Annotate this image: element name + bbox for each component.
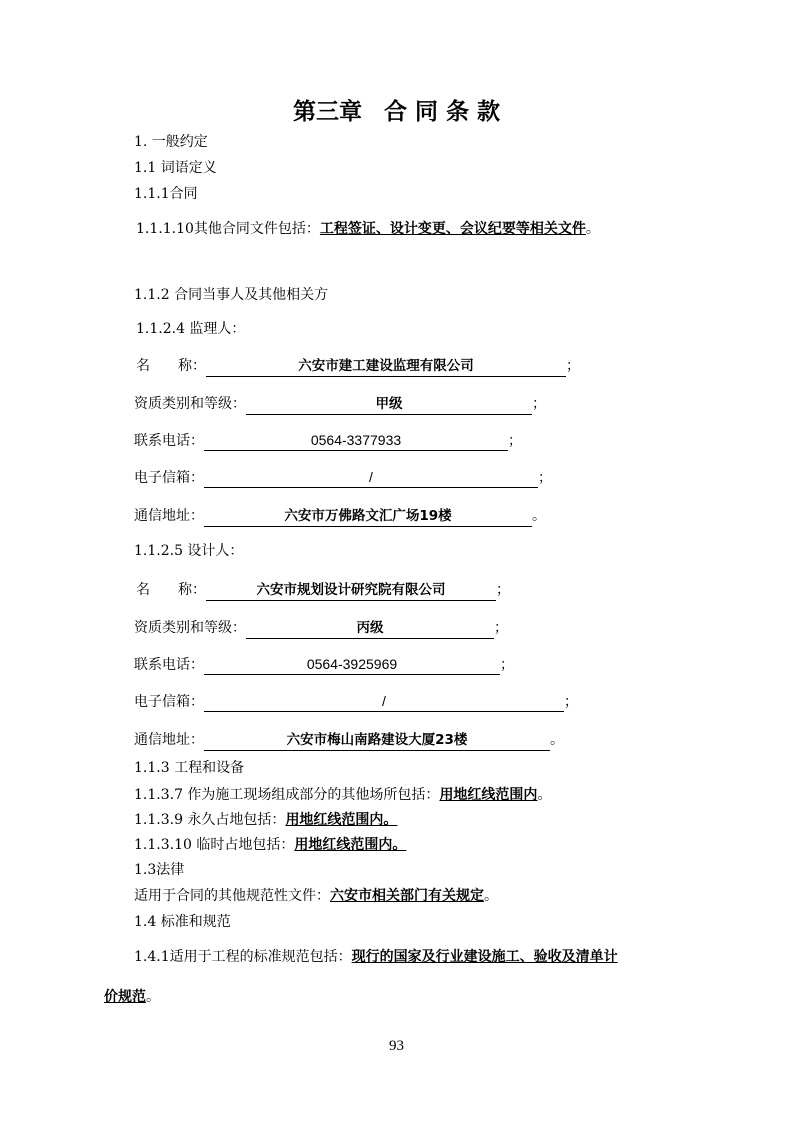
temporary-land-value: 用地红线范围内。 [294,837,407,853]
supervisor-email-row: 电子信箱： / ； [134,469,552,486]
section-contract: 1.1.1合同 [134,186,198,202]
other-site-places-value: 用地红线范围内 [439,787,538,803]
supervisor-phone-field: 0564-3377933 [204,431,508,451]
designer-name-row: 名 称： 六安市规划设计研究院有限公司 ； [136,580,510,601]
chapter-title [0,93,793,126]
supervisor-qual-field: 甲级 [246,395,532,415]
supervisor-heading: 1.1.2.4 监理人： [136,321,246,337]
normative-docs-value: 六安市相关部门有关规定 [330,888,484,904]
section-works-equipment: 1.1.3 工程和设备 [134,760,245,776]
designer-email-row: 电子信箱： / ； [134,693,578,710]
supervisor-address-row: 通信地址： 六安市万佛路文汇广场19楼 。 [134,506,546,527]
normative-docs: 适用于合同的其他规范性文件：六安市相关部门有关规定。 [134,888,498,904]
temporary-land: 1.1.3.10 临时占地包括：用地红线范围内。 [134,837,407,853]
applicable-standards-value: 现行的国家及行业建设施工、验收及清单计 [351,949,618,965]
other-site-places: 1.1.3.7 作为施工现场组成部分的其他场所包括：用地红线范围内。 [134,787,552,803]
chapter-name: 合 同 条 款 [383,99,501,125]
applicable-standards-cont: 价规范。 [104,989,160,1005]
designer-phone-row: 联系电话： 0564-3925969 ； [134,656,514,673]
supervisor-phone-row: 联系电话： 0564-3377933 ； [134,432,522,449]
designer-address-row: 通信地址： 六安市梅山南路建设大厦23楼 。 [134,730,564,751]
supervisor-email-field: / [204,468,538,488]
designer-qual-row: 资质类别和等级： 丙级 ； [134,618,508,639]
supervisor-qual-row: 资质类别和等级： 甲级 ； [134,394,546,415]
supervisor-name-field: 六安市建工建设监理有限公司 [206,357,566,377]
applicable-standards-value-cont: 价规范 [104,989,146,1005]
designer-name-field: 六安市规划设计研究院有限公司 [206,581,496,601]
section-definitions: 1.1 词语定义 [134,160,217,176]
other-contract-docs: 1.1.1.10其他合同文件包括：工程签证、设计变更、会议纪要等相关文件。 [136,221,600,237]
applicable-standards: 1.4.1适用于工程的标准规范包括：现行的国家及行业建设施工、验收及清单计 [134,949,618,965]
section-parties: 1.1.2 合同当事人及其他相关方 [134,287,329,303]
designer-email-field: / [204,692,564,712]
supervisor-address-field: 六安市万佛路文汇广场19楼 [204,507,532,527]
chapter-number: 第三章 [292,99,362,125]
supervisor-name-row: 名 称： 六安市建工建设监理有限公司 ； [136,356,580,377]
designer-qual-field: 丙级 [246,619,494,639]
permanent-land: 1.1.3.9 永久占地包括：用地红线范围内。 [134,812,398,828]
other-contract-docs-value: 工程签证、设计变更、会议纪要等相关文件 [319,221,586,237]
designer-phone-field: 0564-3925969 [204,655,500,675]
designer-heading: 1.1.2.5 设计人： [134,543,244,559]
section-standards: 1.4 标准和规范 [134,914,231,930]
section-law: 1.3法律 [134,862,185,878]
designer-address-field: 六安市梅山南路建设大厦23楼 [204,731,550,751]
page-number: 93 [389,1038,404,1054]
section-general: 1. 一般约定 [134,134,208,150]
permanent-land-value: 用地红线范围内。 [285,812,398,828]
